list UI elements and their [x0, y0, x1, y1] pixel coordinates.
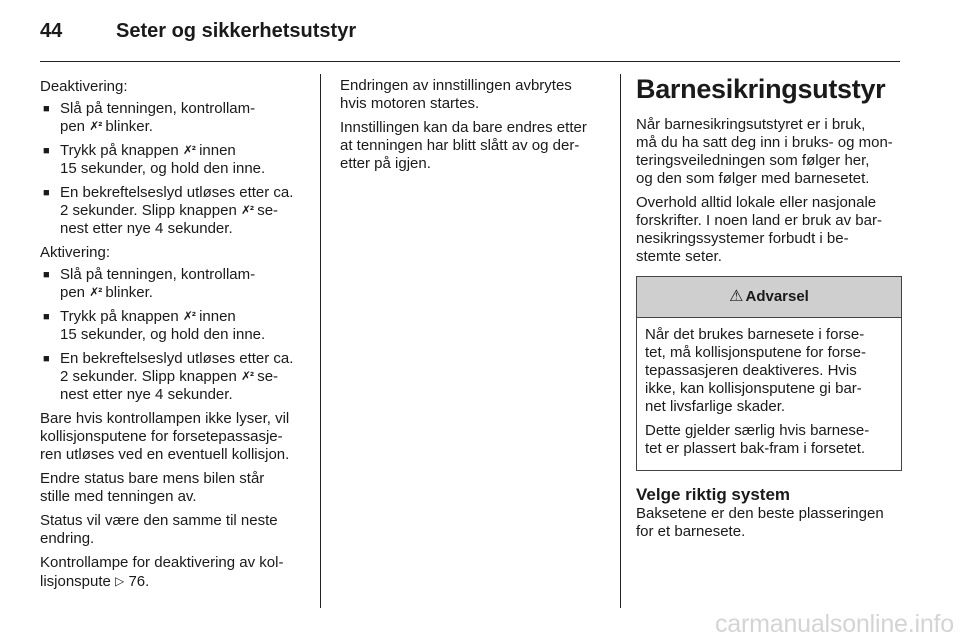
airbag-off-icon: ✗²: [240, 369, 254, 383]
list-item: ■ Slå på tenningen, kontrollam- pen ✗² blinker.: [40, 266, 308, 302]
paragraph: Baksetene er den beste plasseringen for et barnesete.: [636, 505, 884, 540]
list-item: ■ En bekreftelseslyd utløses etter ca. 2 sekunder. Slipp knappen ✗² se- nest etter nye 4 sekunder.: [40, 350, 308, 404]
column-divider-1: [320, 74, 321, 608]
airbag-off-icon: ✗²: [182, 309, 195, 323]
paragraph: Bare hvis kontrollampen ikke lyser, vil kollisjonsputene for forsetepassasje- ren utløses ved en eventuell kollisjon.: [40, 410, 290, 463]
activation-label: Aktivering:: [40, 244, 111, 261]
page-reference-arrow-icon[interactable]: ▷: [115, 574, 125, 588]
page-number: 44: [40, 20, 63, 42]
paragraph: Kontrollampe for deaktivering av kol- lisjonspute ▷ 76.: [40, 554, 284, 590]
column-middle: [340, 77, 602, 179]
subheading: Velge riktig system: [636, 485, 791, 504]
warning-body: [637, 318, 901, 470]
warning-triangle-icon: ⚠: [729, 288, 744, 305]
paragraph: Når barnesikringsutstyret er i bruk, må du ha satt deg inn i bruks- og mon- teringsveiledningen som følger her, og den som følger med barnesetet.: [636, 116, 893, 187]
airbag-off-icon: ✗²: [89, 285, 102, 299]
page-reference-link[interactable]: 76.: [124, 573, 150, 590]
paragraph: Innstillingen kan da bare endres etter at tenningen har blitt slått av og der- etter på igjen.: [340, 119, 587, 172]
list-item: ■ Slå på tenningen, kontrollam- pen ✗² blinker.: [40, 100, 308, 136]
warning-header: [637, 277, 901, 318]
main-heading: Barnesikringsutstyr: [636, 74, 886, 104]
warning-title: Advarsel: [745, 288, 809, 305]
airbag-off-icon: ✗²: [89, 119, 102, 133]
activation-steps: [40, 266, 308, 404]
column-right: [636, 74, 904, 547]
column-left: [40, 78, 308, 597]
watermark: carmanualsonline.info: [714, 610, 954, 638]
section-title: Seter og sikkerhetsutstyr: [116, 20, 357, 42]
deactivation-label: Deaktivering:: [40, 78, 128, 95]
column-divider-2: [620, 74, 621, 608]
airbag-off-icon: ✗²: [182, 143, 195, 157]
list-item: ■ Trykk på knappen ✗² innen 15 sekunder, og hold den inne.: [40, 142, 308, 178]
paragraph: Status vil være den samme til neste endring.: [40, 512, 278, 547]
list-item: ■ Trykk på knappen ✗² innen 15 sekunder, og hold den inne.: [40, 308, 308, 344]
paragraph: Når det brukes barnesete i forse- tet, må kollisjonsputene for forse- tepassasjeren deaktiveres. Hvis ikke, kan kollisjonsputene gi bar- net livsfarlige skader.: [645, 326, 866, 415]
warning-box: [636, 276, 902, 471]
header-divider: [40, 61, 900, 62]
paragraph: Overhold alltid lokale eller nasjonale forskrifter. I noen land er bruk av bar- nesikringssystemer forbudt i be- stemte seter.: [636, 194, 882, 265]
paragraph: Endringen av innstillingen avbrytes hvis motoren startes.: [340, 77, 572, 112]
airbag-off-icon: ✗²: [240, 203, 254, 217]
paragraph: Endre status bare mens bilen står stille med tenningen av.: [40, 470, 265, 505]
deactivation-steps: [40, 100, 308, 238]
list-item: ■ En bekreftelseslyd utløses etter ca. 2 sekunder. Slipp knappen ✗² se- nest etter nye 4 sekunder.: [40, 184, 308, 238]
paragraph: Dette gjelder særlig hvis barnese- tet er plassert bak-fram i forsetet.: [645, 422, 870, 457]
